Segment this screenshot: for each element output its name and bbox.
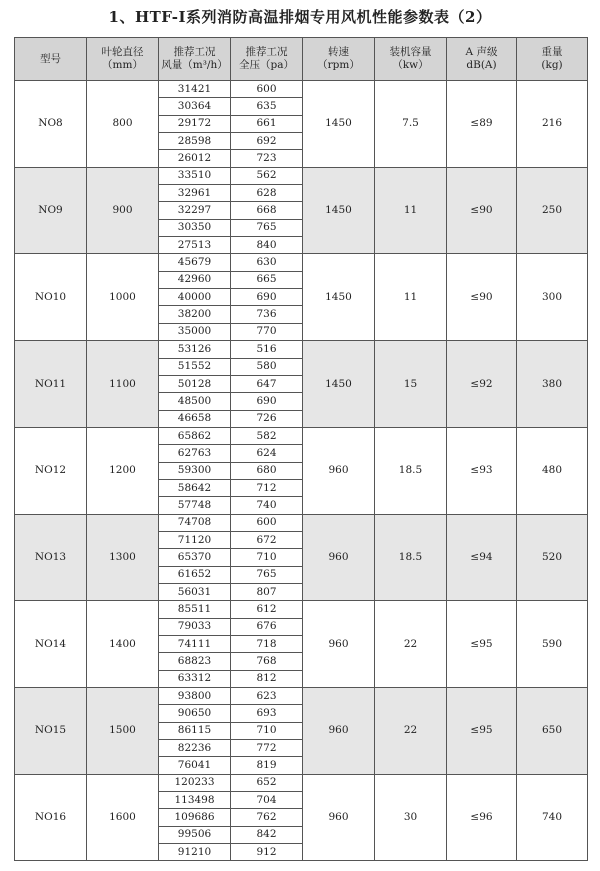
model-cell: NO15 bbox=[15, 688, 87, 775]
flow-cell: 90650 bbox=[159, 705, 231, 722]
noise-cell: ≤95 bbox=[447, 688, 517, 775]
flow-cell: 76041 bbox=[159, 757, 231, 774]
flow-cell: 42960 bbox=[159, 271, 231, 288]
pressure-cell: 665 bbox=[231, 271, 303, 288]
noise-cell: ≤95 bbox=[447, 601, 517, 688]
model-cell: NO12 bbox=[15, 427, 87, 514]
flow-cell: 27513 bbox=[159, 237, 231, 254]
table-row bbox=[15, 81, 588, 98]
pressure-cell: 710 bbox=[231, 549, 303, 566]
header-power: 装机容量 （kw） bbox=[375, 38, 447, 81]
pressure-cell: 840 bbox=[231, 237, 303, 254]
pressure-cell: 693 bbox=[231, 705, 303, 722]
pressure-cell: 762 bbox=[231, 809, 303, 826]
page-title: 1、HTF-Ⅰ系列消防高温排烟专用风机性能参数表（2） bbox=[108, 8, 492, 26]
flow-cell: 56031 bbox=[159, 583, 231, 600]
pressure-cell: 726 bbox=[231, 410, 303, 427]
pressure-cell: 819 bbox=[231, 757, 303, 774]
pressure-cell: 624 bbox=[231, 445, 303, 462]
flow-cell: 33510 bbox=[159, 167, 231, 184]
weight-cell: 650 bbox=[517, 688, 588, 775]
pressure-cell: 807 bbox=[231, 583, 303, 600]
weight-cell: 216 bbox=[517, 81, 588, 168]
flow-cell: 86115 bbox=[159, 722, 231, 739]
model-cell: NO8 bbox=[15, 81, 87, 168]
power-cell: 18.5 bbox=[375, 427, 447, 514]
flow-cell: 113498 bbox=[159, 792, 231, 809]
diameter-cell: 1200 bbox=[87, 427, 159, 514]
pressure-cell: 647 bbox=[231, 375, 303, 392]
table-row bbox=[15, 167, 588, 184]
flow-cell: 99506 bbox=[159, 826, 231, 843]
flow-cell: 109686 bbox=[159, 809, 231, 826]
pressure-cell: 690 bbox=[231, 289, 303, 306]
pressure-cell: 635 bbox=[231, 98, 303, 115]
table-row bbox=[15, 254, 588, 271]
power-cell: 30 bbox=[375, 774, 447, 861]
flow-cell: 40000 bbox=[159, 289, 231, 306]
flow-cell: 63312 bbox=[159, 670, 231, 687]
pressure-cell: 768 bbox=[231, 653, 303, 670]
flow-cell: 53126 bbox=[159, 341, 231, 358]
pressure-cell: 718 bbox=[231, 636, 303, 653]
table-header-row bbox=[15, 38, 588, 81]
header-rpm: 转速 （rpm） bbox=[303, 38, 375, 81]
table-row bbox=[15, 514, 588, 531]
flow-cell: 57748 bbox=[159, 497, 231, 514]
power-cell: 11 bbox=[375, 167, 447, 254]
rpm-cell: 960 bbox=[303, 774, 375, 861]
flow-cell: 120233 bbox=[159, 774, 231, 791]
pressure-cell: 628 bbox=[231, 185, 303, 202]
flow-cell: 71120 bbox=[159, 531, 231, 548]
flow-cell: 26012 bbox=[159, 150, 231, 167]
diameter-cell: 1100 bbox=[87, 341, 159, 428]
noise-cell: ≤93 bbox=[447, 427, 517, 514]
pressure-cell: 630 bbox=[231, 254, 303, 271]
power-cell: 22 bbox=[375, 601, 447, 688]
power-cell: 7.5 bbox=[375, 81, 447, 168]
power-cell: 15 bbox=[375, 341, 447, 428]
header-weight: 重量 (kg) bbox=[517, 38, 588, 81]
flow-cell: 51552 bbox=[159, 358, 231, 375]
rpm-cell: 960 bbox=[303, 688, 375, 775]
flow-cell: 50128 bbox=[159, 375, 231, 392]
flow-cell: 48500 bbox=[159, 393, 231, 410]
power-cell: 22 bbox=[375, 688, 447, 775]
pressure-cell: 661 bbox=[231, 115, 303, 132]
pressure-cell: 582 bbox=[231, 427, 303, 444]
flow-cell: 65862 bbox=[159, 427, 231, 444]
weight-cell: 250 bbox=[517, 167, 588, 254]
noise-cell: ≤90 bbox=[447, 254, 517, 341]
rpm-cell: 960 bbox=[303, 514, 375, 601]
pressure-cell: 623 bbox=[231, 688, 303, 705]
pressure-cell: 770 bbox=[231, 323, 303, 340]
header-pressure: 推荐工况 全压（pa） bbox=[231, 38, 303, 81]
flow-cell: 59300 bbox=[159, 462, 231, 479]
pressure-cell: 652 bbox=[231, 774, 303, 791]
flow-cell: 38200 bbox=[159, 306, 231, 323]
flow-cell: 32961 bbox=[159, 185, 231, 202]
table-row bbox=[15, 688, 588, 705]
header-diameter: 叶轮直径 （mm） bbox=[87, 38, 159, 81]
pressure-cell: 710 bbox=[231, 722, 303, 739]
weight-cell: 380 bbox=[517, 341, 588, 428]
diameter-cell: 1300 bbox=[87, 514, 159, 601]
pressure-cell: 676 bbox=[231, 618, 303, 635]
pressure-cell: 772 bbox=[231, 740, 303, 757]
pressure-cell: 704 bbox=[231, 792, 303, 809]
diameter-cell: 900 bbox=[87, 167, 159, 254]
pressure-cell: 668 bbox=[231, 202, 303, 219]
pressure-cell: 600 bbox=[231, 514, 303, 531]
pressure-cell: 580 bbox=[231, 358, 303, 375]
flow-cell: 65370 bbox=[159, 549, 231, 566]
weight-cell: 480 bbox=[517, 427, 588, 514]
diameter-cell: 800 bbox=[87, 81, 159, 168]
weight-cell: 590 bbox=[517, 601, 588, 688]
noise-cell: ≤94 bbox=[447, 514, 517, 601]
flow-cell: 82236 bbox=[159, 740, 231, 757]
table-body bbox=[15, 81, 588, 861]
flow-cell: 62763 bbox=[159, 445, 231, 462]
header-model: 型号 bbox=[15, 38, 87, 81]
pressure-cell: 723 bbox=[231, 150, 303, 167]
flow-cell: 32297 bbox=[159, 202, 231, 219]
flow-cell: 28598 bbox=[159, 133, 231, 150]
flow-cell: 30364 bbox=[159, 98, 231, 115]
pressure-cell: 680 bbox=[231, 462, 303, 479]
model-cell: NO11 bbox=[15, 341, 87, 428]
pressure-cell: 765 bbox=[231, 219, 303, 236]
rpm-cell: 960 bbox=[303, 427, 375, 514]
pressure-cell: 740 bbox=[231, 497, 303, 514]
weight-cell: 520 bbox=[517, 514, 588, 601]
fan-parameter-table bbox=[14, 37, 588, 861]
model-cell: NO16 bbox=[15, 774, 87, 861]
flow-cell: 46658 bbox=[159, 410, 231, 427]
model-cell: NO13 bbox=[15, 514, 87, 601]
pressure-cell: 600 bbox=[231, 81, 303, 98]
flow-cell: 61652 bbox=[159, 566, 231, 583]
flow-cell: 91210 bbox=[159, 844, 231, 861]
noise-cell: ≤89 bbox=[447, 81, 517, 168]
model-cell: NO14 bbox=[15, 601, 87, 688]
table-row bbox=[15, 774, 588, 791]
flow-cell: 31421 bbox=[159, 81, 231, 98]
rpm-cell: 1450 bbox=[303, 254, 375, 341]
noise-cell: ≤96 bbox=[447, 774, 517, 861]
pressure-cell: 736 bbox=[231, 306, 303, 323]
rpm-cell: 1450 bbox=[303, 81, 375, 168]
pressure-cell: 842 bbox=[231, 826, 303, 843]
flow-cell: 58642 bbox=[159, 479, 231, 496]
rpm-cell: 1450 bbox=[303, 167, 375, 254]
flow-cell: 30350 bbox=[159, 219, 231, 236]
table-row bbox=[15, 427, 588, 444]
diameter-cell: 1600 bbox=[87, 774, 159, 861]
flow-cell: 79033 bbox=[159, 618, 231, 635]
pressure-cell: 672 bbox=[231, 531, 303, 548]
diameter-cell: 1000 bbox=[87, 254, 159, 341]
flow-cell: 45679 bbox=[159, 254, 231, 271]
flow-cell: 93800 bbox=[159, 688, 231, 705]
pressure-cell: 765 bbox=[231, 566, 303, 583]
flow-cell: 74708 bbox=[159, 514, 231, 531]
model-cell: NO9 bbox=[15, 167, 87, 254]
flow-cell: 35000 bbox=[159, 323, 231, 340]
flow-cell: 68823 bbox=[159, 653, 231, 670]
model-cell: NO10 bbox=[15, 254, 87, 341]
flow-cell: 29172 bbox=[159, 115, 231, 132]
power-cell: 18.5 bbox=[375, 514, 447, 601]
pressure-cell: 712 bbox=[231, 479, 303, 496]
power-cell: 11 bbox=[375, 254, 447, 341]
pressure-cell: 912 bbox=[231, 844, 303, 861]
noise-cell: ≤92 bbox=[447, 341, 517, 428]
weight-cell: 300 bbox=[517, 254, 588, 341]
rpm-cell: 1450 bbox=[303, 341, 375, 428]
diameter-cell: 1400 bbox=[87, 601, 159, 688]
noise-cell: ≤90 bbox=[447, 167, 517, 254]
rpm-cell: 960 bbox=[303, 601, 375, 688]
diameter-cell: 1500 bbox=[87, 688, 159, 775]
pressure-cell: 692 bbox=[231, 133, 303, 150]
pressure-cell: 516 bbox=[231, 341, 303, 358]
table-row bbox=[15, 341, 588, 358]
pressure-cell: 690 bbox=[231, 393, 303, 410]
weight-cell: 740 bbox=[517, 774, 588, 861]
pressure-cell: 562 bbox=[231, 167, 303, 184]
pressure-cell: 612 bbox=[231, 601, 303, 618]
pressure-cell: 812 bbox=[231, 670, 303, 687]
flow-cell: 74111 bbox=[159, 636, 231, 653]
header-flow: 推荐工况 风量（m³/h） bbox=[159, 38, 231, 81]
table-row bbox=[15, 601, 588, 618]
header-noise: A 声级 dB(A) bbox=[447, 38, 517, 81]
flow-cell: 85511 bbox=[159, 601, 231, 618]
